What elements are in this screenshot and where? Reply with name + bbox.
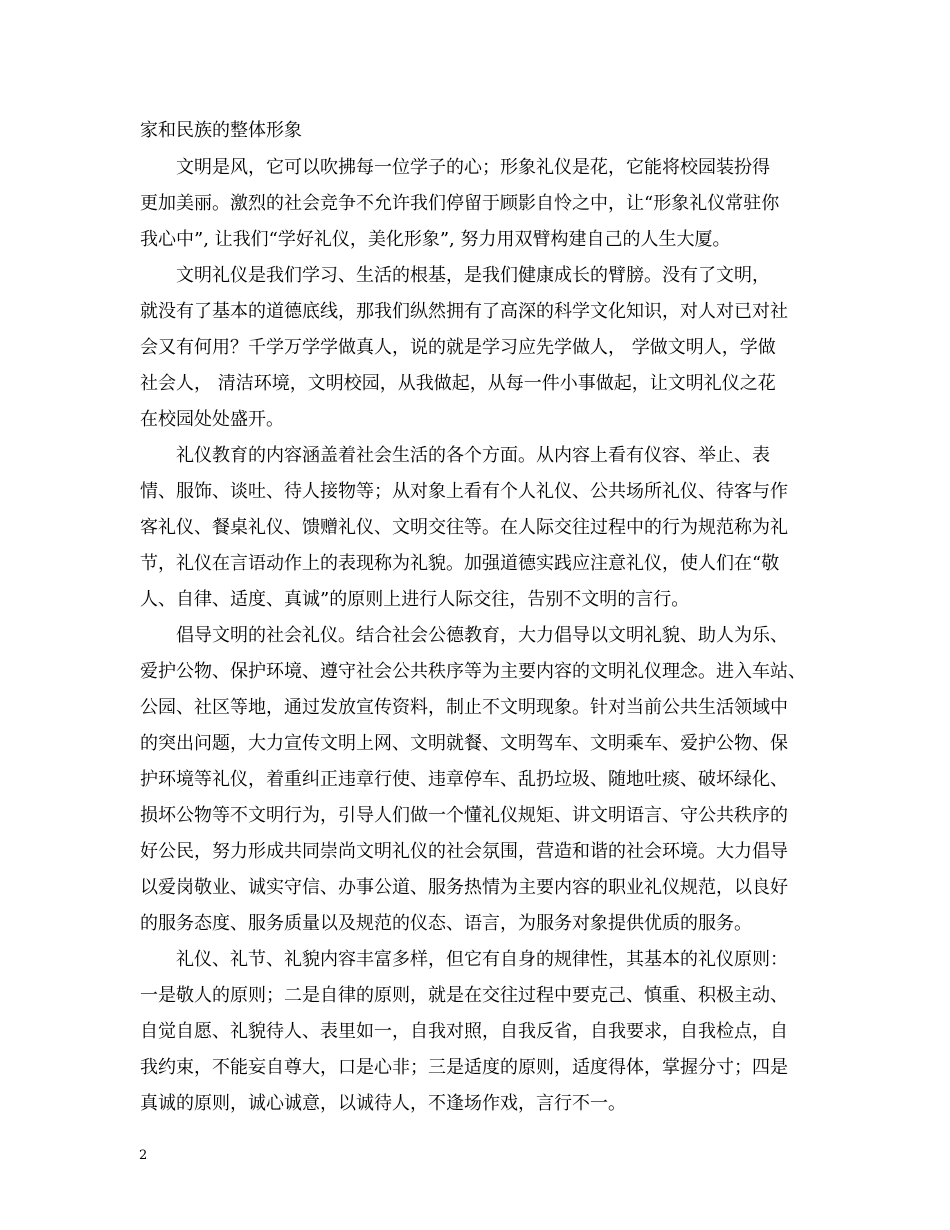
text-line: 文明是风，它可以吹拂每一位学子的心；形象礼仪是花，它能将校园装扮得 xyxy=(140,157,770,178)
text-line: 损坏公物等不文明行为，引导人们做一个懂礼仪规矩、讲文明语言、守公共秩序的 xyxy=(140,805,788,826)
text-line: 护环境等礼仪，着重纠正违章行使、违章停车、乱扔垃圾、随地吐痰、破坏绿化、 xyxy=(140,769,788,790)
text-line: 公园、社区等地，通过发放宣传资料，制止不文明现象。针对当前公共生活领域中 xyxy=(140,697,788,718)
text-line: 真诚的原则，诚心诚意，以诚待人，不逢场作戏，言行不一。 xyxy=(140,1093,626,1114)
text-line: 更加美丽。激烈的社会竞争不允许我们停留于顾影自怜之中，让“形象礼仪常驻你 xyxy=(140,193,780,214)
text-line: 家和民族的整体形象 xyxy=(140,120,302,141)
text-line: 在校园处处盛开。 xyxy=(140,409,284,430)
text-line: 的突出问题，大力宣传文明上网、文明就餐、文明驾车、文明乘车、爱护公物、保 xyxy=(140,733,788,754)
text-line: 会又有何用？千学万学学做真人，说的就是学习应先学做人， 学做文明人，学做 xyxy=(140,337,776,358)
text-line: 客礼仪、餐桌礼仪、馈赠礼仪、文明交往等。在人际交往过程中的行为规范称为礼 xyxy=(140,517,788,538)
text-line: 礼仪教育的内容涵盖着社会生活的各个方面。从内容上看有仪容、举止、表 xyxy=(140,445,770,466)
text-line: 自觉自愿、礼貌待人、表里如一，自我对照，自我反省，自我要求，自我检点，自 xyxy=(140,1021,788,1042)
text-line: 节，礼仪在言语动作上的表现称为礼貌。加强道德实践应注意礼仪，使人们在“敬 xyxy=(140,553,780,574)
text-line: 爱护公物、保护环境、遵守社会公共秩序等为主要内容的文明礼仪理念。进入车站、 xyxy=(140,661,806,682)
page-number: 2 xyxy=(139,1148,148,1163)
text-line: 我约束，不能妄自尊大，口是心非；三是适度的原则，适度得体，掌握分寸；四是 xyxy=(140,1057,788,1078)
text-line: 好公民，努力形成共同崇尚文明礼仪的社会氛围，营造和谐的社会环境。大力倡导 xyxy=(140,841,788,862)
text-line: 的服务态度、服务质量以及规范的仪态、语言，为服务对象提供优质的服务。 xyxy=(140,913,752,934)
text-line: 社会人， 清洁环境，文明校园，从我做起，从每一件小事做起，让文明礼仪之花 xyxy=(140,373,776,394)
text-line: 一是敬人的原则；二是自律的原则，就是在交往过程中要克己、慎重、积极主动、 xyxy=(140,985,788,1006)
text-line: 人、自律、适度、真诚”的原则上进行人际交往，告别不文明的言行。 xyxy=(140,589,690,610)
text-line: 倡导文明的社会礼仪。结合社会公德教育，大力倡导以文明礼貌、助人为乐、 xyxy=(140,625,788,646)
text-line: 就没有了基本的道德底线，那我们纵然拥有了高深的科学文化知识，对人对已对社 xyxy=(140,301,788,322)
text-line: 礼仪、礼节、礼貌内容丰富多样，但它有自身的规律性，其基本的礼仪原则： xyxy=(140,949,788,970)
text-line: 我心中”, 让我们“学好礼仪，美化形象”, 努力用双臂构建自己的人生大厦。 xyxy=(140,229,731,250)
text-line: 文明礼仪是我们学习、生活的根基，是我们健康成长的臂膀。没有了文明， xyxy=(140,265,770,286)
text-line: 以爱岗敬业、诚实守信、办事公道、服务热情为主要内容的职业礼仪规范，以良好 xyxy=(140,877,788,898)
text-line: 情、服饰、谈吐、待人接物等；从对象上看有个人礼仪、公共场所礼仪、待客与作 xyxy=(140,481,788,502)
